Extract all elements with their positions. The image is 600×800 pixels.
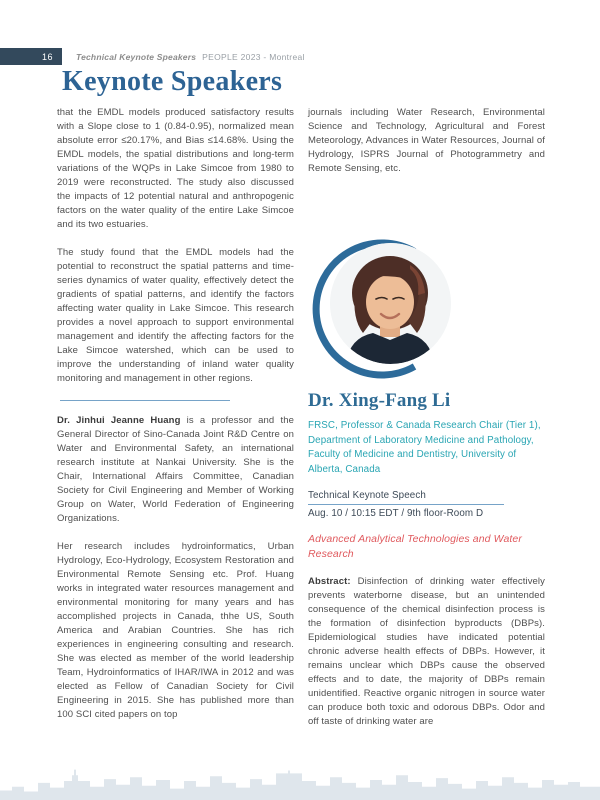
para-study-findings: The study found that the EMDL models had the potential to reconstruct the spatial patterns and time-series dynamics of water quality, effectively detect the gradients of spatial patterns, and identify the factors affecting water quality in Lake Simcoe. This research provides a novel approach to support environmental management and identify the affecting factors for the Lake Simcoe watershed, which can be used to improve the understanding of inland water quality monitoring and management in other regions. xyxy=(57,247,294,384)
skyline-silhouette xyxy=(0,762,600,800)
speaker-name: Dr. Xing-Fang Li xyxy=(308,390,451,411)
section-divider-line xyxy=(60,400,230,401)
right-column xyxy=(308,106,545,736)
abstract-label: Abstract: xyxy=(308,576,351,587)
page-header xyxy=(0,48,600,65)
header-series-label: Technical Keynote Speakers xyxy=(76,51,197,62)
para-huang-research: Her research includes hydroinformatics, Urban Hydrology, Eco-Hydrology, Ecosystem Restoration and Environmental Remote Sensing etc. Prof. Huang works in integrated water resources management and environmental monitoring for many years and has accomplished projects in Canada, thhe US, South America and Arabian Countries. She has rich experiences in engineering consulting and research. She was elected as member of the world leadership Team, Hydroinformatics of IHAR/IWA in 2012 and was elected as Fellow of Canadian Society for Civil Engineering in 2015. She has published more than 100 SCI cited papers on top xyxy=(57,541,294,720)
session-schedule: Aug. 10 / 10:15 EDT / 9th floor-Room D xyxy=(308,508,484,519)
talk-title: Advanced Analytical Technologies and Water Research xyxy=(308,533,522,560)
abstract-paragraph xyxy=(308,575,545,729)
speaker-photo xyxy=(330,243,451,364)
abstract-text: Disinfection of drinking water effectively prevents waterborne disease, but an unintended consequence of the chemical disinfection process is the formation of disinfection byproducts (DBPs). Epidemiological studies have indicated potential chronic adverse health effects of DBPs. However, it remains unclear which DBPs cause the observed effects and to date, the majority of DBPs remain unidentified. Reactive organic nitrogen in source water can produce both toxic and odorous DBPs. Odor and off taste of drinking water are xyxy=(308,576,545,727)
header-meta xyxy=(76,52,305,62)
bio-huang-paragraph xyxy=(57,414,294,526)
header-event-label: PEOPLE 2023 - Montreal xyxy=(202,51,305,62)
para-journals: journals including Water Research, Environmental Science and Technology, Agricultural and Forest Meteorology, Advances in Water Resources, Journal of Hydrology, ISPRS Journal of Photogrammetry and Remote Sensing, etc. xyxy=(308,107,545,174)
para-emdl-results: that the EMDL models produced satisfactory results with a Slope close to 1 (0.84-0.95), normalized mean absolute error ≤20.17%, and Bias ≤14.68%. Using the EMDL models, the spatial distributions and long-term variations of the WQPs in Lake Simcoe from 1980 to 2019 were reconstructed. The study also discussed the impacts of 12 potential natural and anthropogenic factors on the water quality of the entire Lake Simcoe and its two estuaries. xyxy=(57,107,294,230)
speaker-portrait-illustration xyxy=(330,243,451,364)
page-number-bar xyxy=(0,48,62,65)
speaker-photo-block xyxy=(308,234,458,384)
content-columns xyxy=(57,106,545,736)
bio-huang-name: Dr. Jinhui Jeanne Huang xyxy=(57,415,181,426)
left-column xyxy=(57,106,294,736)
page-number: 16 xyxy=(41,51,53,62)
session-info xyxy=(308,490,545,519)
page-title: Keynote Speakers xyxy=(62,66,283,97)
session-type: Technical Keynote Speech xyxy=(308,490,504,505)
speaker-affiliation: FRSC, Professor & Canada Research Chair (Tier 1), Department of Laboratory Medicine and Pathology, Faculty of Medicine and Dentistry, University of Alberta, Canada xyxy=(308,420,541,475)
bio-huang-text: is a professor and the General Director of Sino-Canada Joint R&D Centre on Water and Environmental Safety, an international research institute at Nankai University. She is the Chair, International Affairs Committee, Canadian Society for Civil Engineering and Member of Working Group on Water, World Federation of Engineering Organizations. xyxy=(57,415,294,524)
